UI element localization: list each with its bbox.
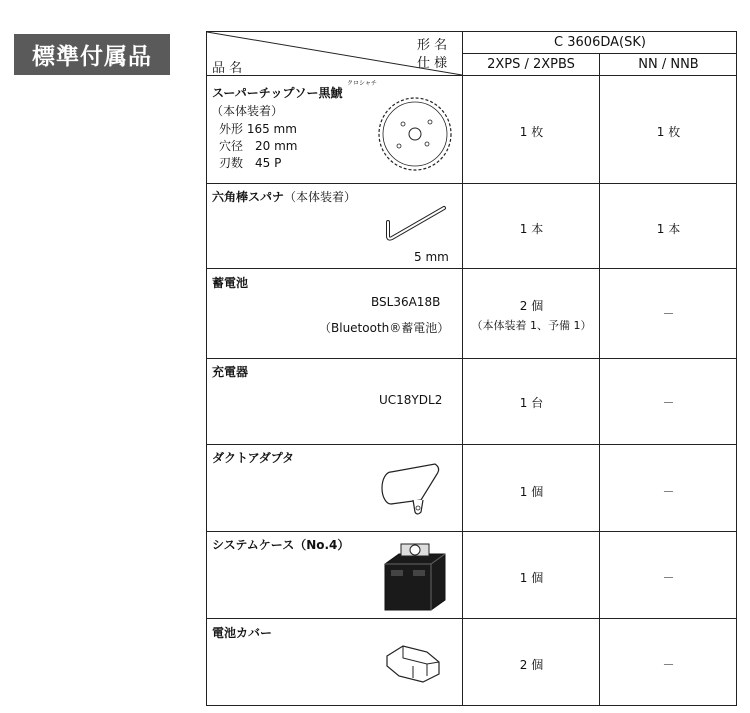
qty-variant-b: － xyxy=(662,485,675,499)
item-name: ダクトアダプタ xyxy=(212,451,294,465)
accessory-table xyxy=(206,31,737,706)
qty-variant-b: － xyxy=(662,307,675,321)
variant-a-header: 2XPS / 2XPBS xyxy=(487,57,575,72)
qty-variant-a: 1 枚 xyxy=(519,125,544,139)
hex-wrench-image xyxy=(382,202,452,247)
duct-adapter-image xyxy=(377,460,449,520)
column-divider xyxy=(599,54,600,705)
item-name: 蓄電池 xyxy=(212,276,249,290)
qty-variant-a-note: （本体装着 1、予備 1） xyxy=(471,319,592,332)
item-spec-line: 穴径 20 mm xyxy=(219,139,298,153)
row-divider xyxy=(207,358,736,359)
row-divider xyxy=(207,183,736,184)
furigana: クロシャチ xyxy=(347,80,377,87)
header-divider xyxy=(462,53,736,54)
row-divider xyxy=(207,268,736,269)
item-spec-line: （本体装着） xyxy=(211,104,284,118)
qty-variant-b: 1 本 xyxy=(656,222,681,236)
model-label: 形 名 xyxy=(417,38,448,53)
item-spec-line: 刃数 45 P xyxy=(219,156,282,170)
item-name-main: 六角棒スパナ xyxy=(212,190,285,204)
item-name: 電池カバー xyxy=(212,626,273,640)
item-name xyxy=(212,188,356,205)
item-label: 品 名 xyxy=(212,61,243,76)
item-spec-line: 外形 165 mm xyxy=(219,122,297,136)
qty-variant-a: 1 個 xyxy=(519,571,544,585)
qty-variant-a: 1 本 xyxy=(519,222,544,236)
charger-model: UC18YDL2 xyxy=(379,393,443,407)
qty-variant-a: 1 個 xyxy=(519,485,544,499)
spec-label: 仕 様 xyxy=(417,56,448,71)
battery-model: BSL36A18B xyxy=(371,295,441,309)
row-divider xyxy=(207,531,736,532)
qty-variant-b: － xyxy=(662,571,675,585)
saw-blade-image xyxy=(375,94,455,174)
battery-note: （Bluetooth®蓄電池） xyxy=(319,321,450,335)
row-divider xyxy=(207,618,736,619)
system-case-image xyxy=(379,540,451,612)
qty-variant-a: 1 台 xyxy=(519,396,544,410)
qty-variant-b: － xyxy=(662,396,675,410)
item-name: システムケース（No.4） xyxy=(212,538,350,552)
page-title-badge: 標準付属品 xyxy=(14,34,170,75)
variant-b-header: NN / NNB xyxy=(638,57,699,72)
qty-variant-a: 2 個 xyxy=(519,299,544,313)
item-name: スーパーチップソー黒鯱 xyxy=(212,86,343,100)
wrench-size: 5 mm xyxy=(414,250,449,264)
item-name: 充電器 xyxy=(212,365,249,379)
battery-cover-image xyxy=(383,638,443,688)
qty-variant-b: 1 枚 xyxy=(656,125,681,139)
qty-variant-b: － xyxy=(662,658,675,672)
item-name-suffix: （本体装着） xyxy=(284,190,357,204)
row-divider xyxy=(207,444,736,445)
qty-variant-a: 2 個 xyxy=(519,658,544,672)
model-name: C 3606DA(SK) xyxy=(554,35,646,50)
